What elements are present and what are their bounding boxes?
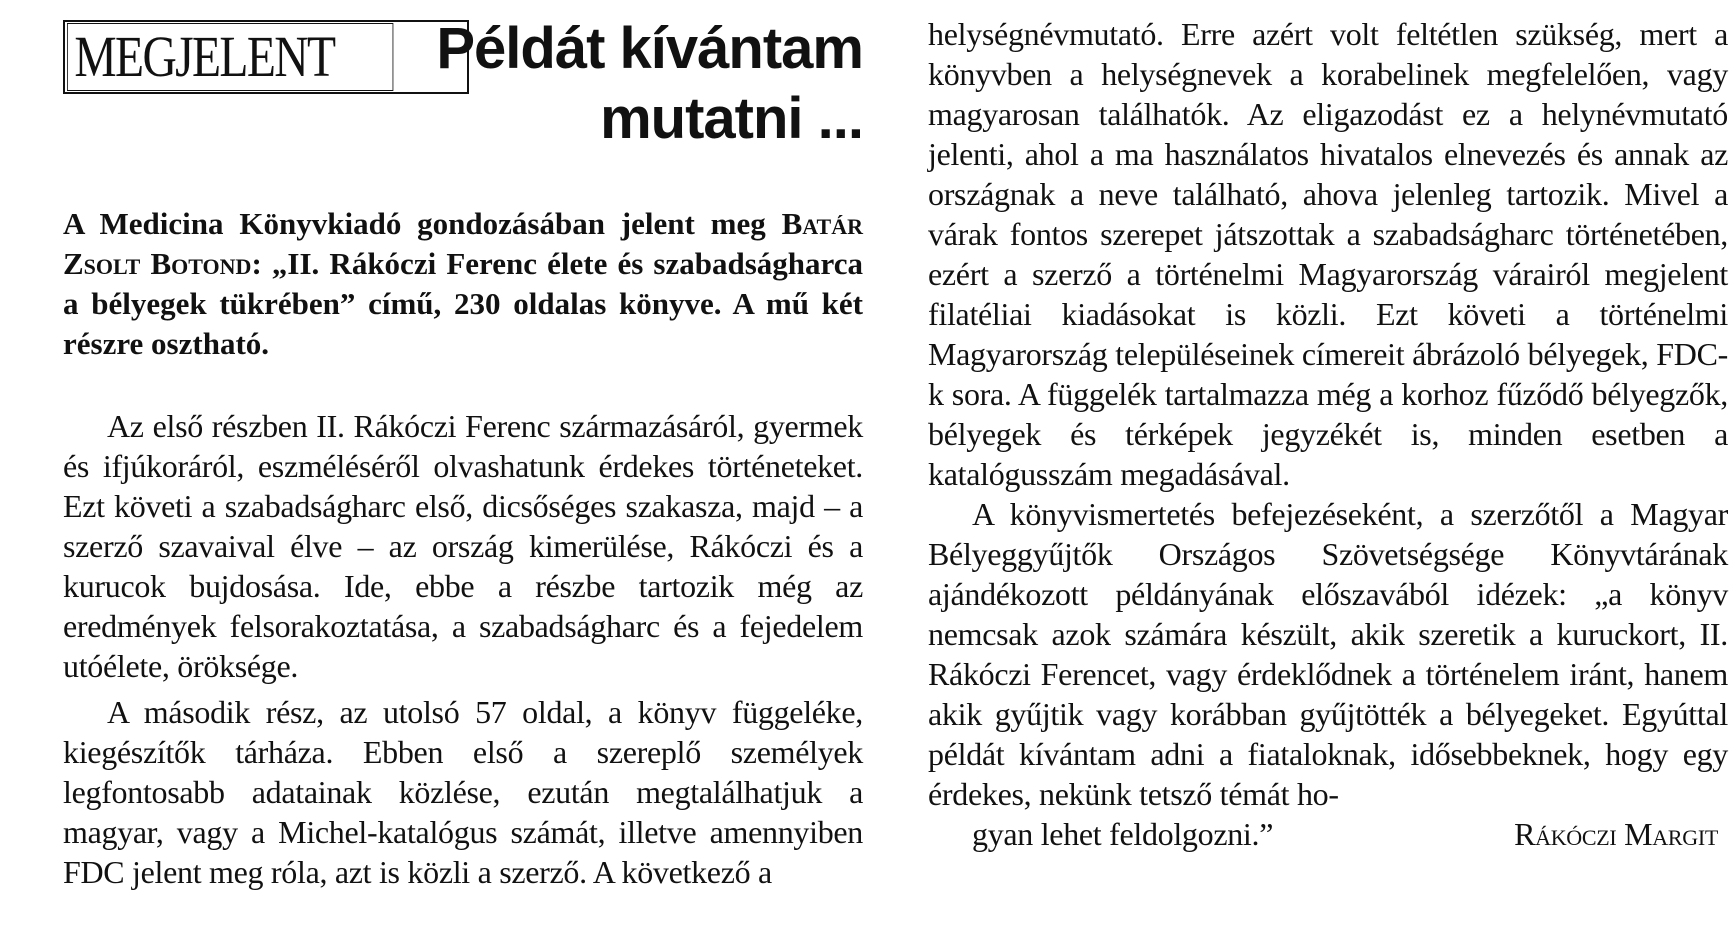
body-paragraph: helységnévmutató. Erre azért volt feltétlen szükség, mert a könyvben a helységnevek a korabelinek megfelelően, vagy magyarosan találhatók. Az eligazodást ez a helynévmutató jelenti, ahol a ma használatos hivatalos elnevezés és annak az országnak a neve található, ahova jelenleg tartozik. Mivel a várak fontos szerepet játszottak a szabadságharc történetében, ezért a szerző a történelmi Magyarország várairól megjelent filatéliai kiadásokat is közli. Ezt követi a történelmi Magyarország településeinek címereit ábrázoló bélyegek, FDC-k sora. A függelék tartalmazza még a korhoz fűződő bélyegzők, bélyegek és térképek jegyzékét is, minden esetben a katalógusszám megadásával.: [928, 16, 1728, 492]
right-body: [928, 14, 1728, 854]
body-paragraph: Az első részben II. Rákóczi Ferenc származásáról, gyermek és ifjúkoráról, eszméléséről olvashatunk érdekes történeteket. Ezt követi a szabadságharc első, dicsőséges szakasza, majd – a szerző szavaival élve – az ország kimerülése, Rákóczi és a kurucok bujdosása. Ide, ebbe a részbe tartozik még az eredmények felsorakoztatása, a szabadságharc és a fejedelem utóélete, öröksége.: [63, 408, 863, 684]
rubric-label: MEGJELENT: [67, 23, 393, 91]
closing-line: [928, 814, 1728, 854]
article-header: [63, 14, 863, 164]
left-body: [63, 406, 863, 892]
headline: [393, 14, 863, 154]
lead-author: Batár Zsolt Botond: [63, 206, 863, 281]
headline-line-1: Példát kívántam: [436, 16, 863, 81]
body-paragraph: A könyvismertetés befejezéseként, a szerzőtől a Magyar Bélyeggyűjtők Országos Szövetségsége Könyvtárának ajándékozott példányának előszavából idézek: „a könyv nemcsak azok számára készült, akik szeretik a kuruckort, II. Rákóczi Ferencet, vagy érdeklődnek a történelem iránt, hanem akik gyűjtik vagy korábban gyűjtötték a bélyegeket. Egyúttal példát kívántam adni a fiataloknak, idősebbeknek, hogy egy érdekes, nekünk tetsző témát ho-: [928, 496, 1728, 812]
lead-text-1: A Medicina Könyvkiadó gondozásában jelent meg: [63, 206, 782, 241]
lead-paragraph: [63, 204, 863, 364]
right-column: [928, 14, 1728, 854]
body-paragraph: A második rész, az utolsó 57 oldal, a könyv függeléke, kiegészítők tárháza. Ebben első a szereplő személyek legfontosabb adatainak közlése, ezután megtalálhatjuk a magyar, vagy a Michel-katalógus számát, illetve amennyiben FDC jelent meg róla, azt is közli a szerző. A következő a: [63, 694, 863, 890]
author-signature: Rákóczi Margit: [1514, 816, 1718, 852]
closing-text: gyan lehet feldolgozni.”: [972, 816, 1274, 852]
headline-line-2: mutatni ...: [600, 86, 863, 151]
lead-text-2: : „II. Rákóczi Ferenc élete és szabadságharca a bélyegek tükrében” című, 230 oldalas könyve. A mű két részre osztható.: [63, 246, 863, 361]
left-column: [63, 14, 863, 892]
